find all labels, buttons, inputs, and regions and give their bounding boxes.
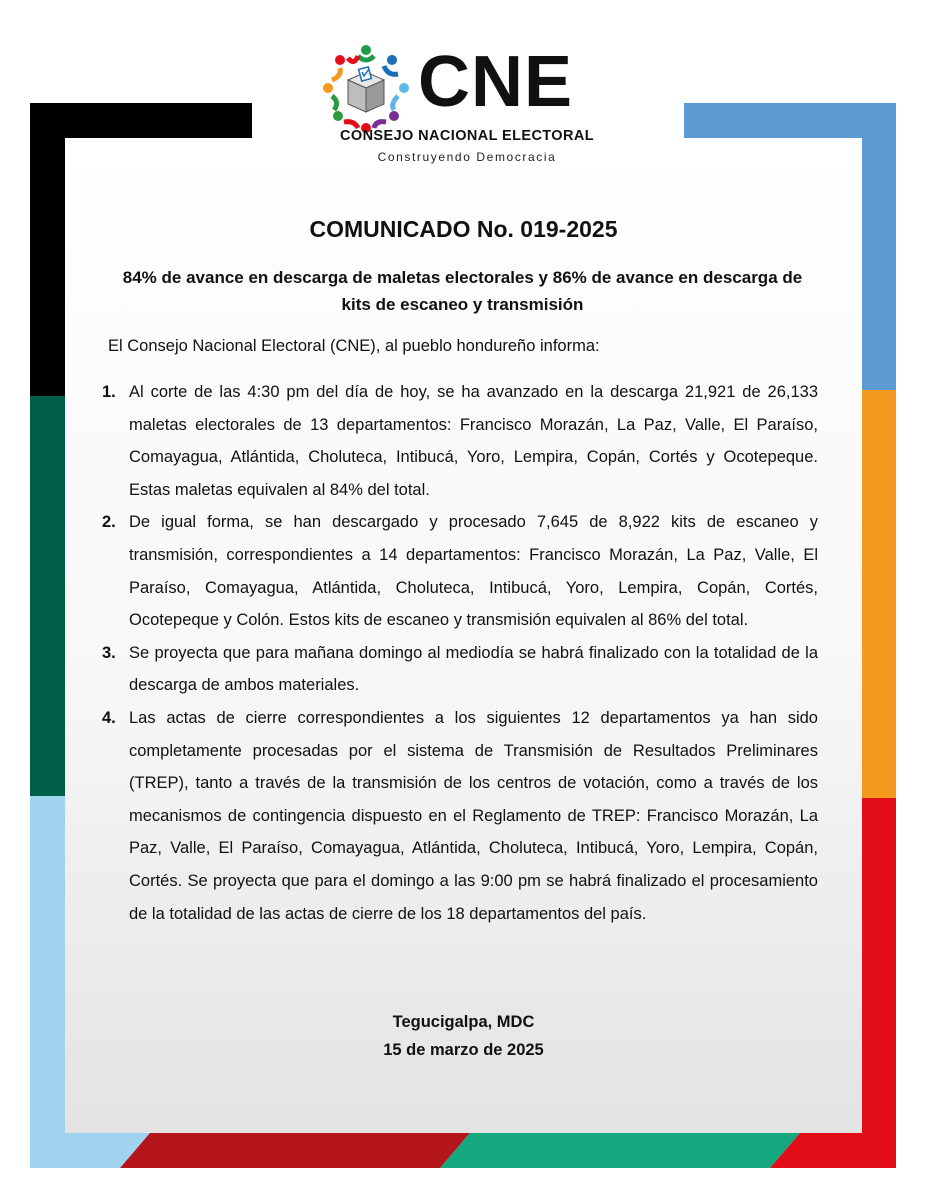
- document-place: Tegucigalpa, MDC: [392, 1013, 535, 1031]
- document-title: COMUNICADO No. 019-2025: [309, 216, 618, 242]
- document-intro: El Consejo Nacional Electoral (CNE), al pueblo hondureño informa:: [108, 337, 600, 355]
- frame-bottom-darkred: [120, 1133, 470, 1168]
- frame-top-left-black: [30, 103, 252, 138]
- frame-left-lightblue: [30, 796, 65, 1168]
- list-item-text: Al corte de las 4:30 pm del día de hoy, se ha avanzado en la descarga 21,921 de 26,133 maletas electorales de 13 departamentos: Francisco Morazán, La Paz, Valle, El Paraíso, Comayagua, Atlántida, Choluteca, Intibucá, Yoro, Lempira, Copán, Cortés y Ocotepeque. Estas maletas equivalen al 84% del total.: [129, 383, 818, 499]
- list-item-number: 1.: [102, 383, 116, 401]
- frame-left-green: [30, 396, 65, 800]
- logo-motto: Construyendo Democracia: [377, 150, 557, 164]
- cne-logo: [318, 32, 618, 172]
- list-item: [102, 506, 818, 636]
- list-item-text: Se proyecta que para mañana domingo al mediodía se habrá finalizado con la totalidad de la descarga de ambos materiales.: [129, 643, 818, 695]
- logo-org-name: CONSEJO NACIONAL ELECTORAL: [340, 128, 594, 144]
- list-item: [102, 702, 818, 930]
- list-item-number: 3.: [102, 643, 116, 662]
- frame-right-orange: [862, 390, 896, 802]
- numbered-list: [102, 376, 818, 930]
- frame-left-black: [30, 103, 65, 400]
- list-item: [102, 376, 818, 506]
- list-item: [102, 637, 818, 702]
- frame-bottom-teal: [440, 1133, 800, 1168]
- document-date: 15 de marzo de 2025: [383, 1041, 544, 1059]
- list-item-number: 4.: [102, 708, 116, 727]
- place-and-date: [65, 1008, 862, 1064]
- ballot-box-people-icon: [318, 42, 414, 138]
- frame-right-red: [862, 798, 896, 1168]
- document-subtitle: 84% de avance en descarga de maletas electorales y 86% de avance en descarga de kits de escaneo y transmisión: [122, 268, 803, 314]
- list-item-text: Las actas de cierre correspondientes a los siguientes 12 departamentos ya han sido completamente procesadas por el sistema de Transmisión de Resultados Preliminares (TREP), tanto a través de la transmisión de los centros de votación, como a través de los mecanismos de contingencia dispuesto en el Reglamento de TREP: Francisco Morazán, La Paz, Valle, El Paraíso, Comayagua, Atlántida, Choluteca, Intibucá, Yoro, Lempira, Copán, Cortés. Se proyecta que para el domingo a las 9:00 pm se habrá finalizado el procesamiento de la totalidad de las actas de cierre de los 18 departamentos del país.: [129, 708, 818, 923]
- list-item-text: De igual forma, se han descargado y procesado 7,645 de 8,922 kits de escaneo y transmisión, correspondientes a 14 departamentos: Francisco Morazán, La Paz, Valle, El Paraíso, Comayagua, Atlántida, Choluteca, Intibucá, Yoro, Lempira, Copán, Cortés, Ocotepeque y Colón. Estos kits de escaneo y transmisión equivalen al 86% del total.: [129, 513, 818, 630]
- frame-right-blue: [862, 103, 896, 395]
- frame-top-right-blue: [684, 103, 896, 138]
- logo-acronym: CNE: [418, 42, 574, 122]
- list-item-number: 2.: [102, 513, 116, 532]
